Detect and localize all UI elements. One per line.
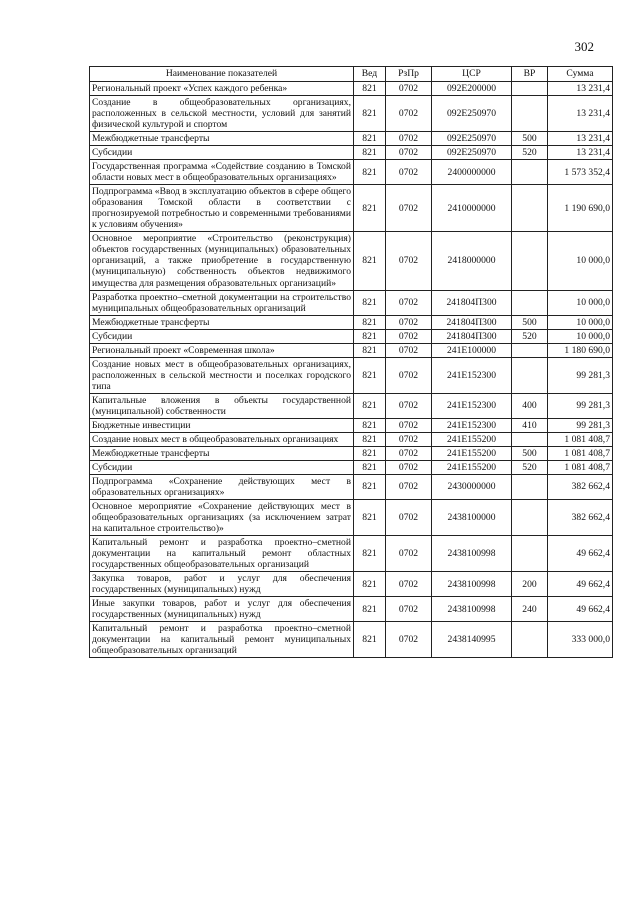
cell-csr: 2410000000 xyxy=(432,185,512,232)
cell-name: Субсидии xyxy=(90,329,354,343)
cell-ved: 821 xyxy=(354,343,386,357)
cell-csr: 2438100998 xyxy=(432,536,512,572)
cell-rzpr: 0702 xyxy=(386,536,432,572)
table-header-row xyxy=(90,67,613,82)
cell-name: Бюджетные инвестиции xyxy=(90,418,354,432)
cell-vr xyxy=(512,96,548,132)
cell-sum: 1 180 690,0 xyxy=(548,343,613,357)
cell-vr: 520 xyxy=(512,146,548,160)
cell-sum: 13 231,4 xyxy=(548,132,613,146)
cell-rzpr: 0702 xyxy=(386,460,432,474)
cell-csr: 241804П300 xyxy=(432,329,512,343)
cell-vr xyxy=(512,82,548,96)
cell-ved: 821 xyxy=(354,597,386,622)
cell-csr: 2438140995 xyxy=(432,622,512,658)
cell-vr xyxy=(512,343,548,357)
table-row xyxy=(90,315,613,329)
cell-name: Капитальный ремонт и разработка проектно–сметной документации на капитальный ремонт областных государственных общеобразовательных организаций xyxy=(90,536,354,572)
cell-ved: 821 xyxy=(354,132,386,146)
cell-rzpr: 0702 xyxy=(386,418,432,432)
cell-sum: 10 000,0 xyxy=(548,329,613,343)
column-header-rzpr: РзПр xyxy=(386,67,432,82)
table-row xyxy=(90,418,613,432)
cell-sum: 382 662,4 xyxy=(548,500,613,536)
cell-vr: 410 xyxy=(512,418,548,432)
cell-vr xyxy=(512,357,548,393)
cell-ved: 821 xyxy=(354,160,386,185)
table-row xyxy=(90,500,613,536)
cell-ved: 821 xyxy=(354,329,386,343)
cell-rzpr: 0702 xyxy=(386,432,432,446)
cell-csr: 241E155200 xyxy=(432,460,512,474)
cell-vr: 400 xyxy=(512,393,548,418)
cell-vr xyxy=(512,290,548,315)
cell-csr: 241E100000 xyxy=(432,343,512,357)
column-header-csr: ЦСР xyxy=(432,67,512,82)
table-body xyxy=(90,82,613,658)
cell-vr: 500 xyxy=(512,446,548,460)
cell-vr xyxy=(512,432,548,446)
table-row xyxy=(90,82,613,96)
cell-ved: 821 xyxy=(354,622,386,658)
cell-vr: 520 xyxy=(512,329,548,343)
cell-rzpr: 0702 xyxy=(386,315,432,329)
cell-name: Разработка проектно–сметной документации на строительство муниципальных общеобразовательных организаций xyxy=(90,290,354,315)
table-row xyxy=(90,343,613,357)
cell-vr xyxy=(512,160,548,185)
cell-csr: 092E200000 xyxy=(432,82,512,96)
cell-csr: 2400000000 xyxy=(432,160,512,185)
cell-name: Создание новых мест в общеобразовательных организациях xyxy=(90,432,354,446)
table-row xyxy=(90,357,613,393)
cell-rzpr: 0702 xyxy=(386,185,432,232)
cell-vr: 200 xyxy=(512,572,548,597)
cell-ved: 821 xyxy=(354,446,386,460)
cell-name: Капитальные вложения в объекты государственной (муниципальной) собственности xyxy=(90,393,354,418)
column-header-vr: ВР xyxy=(512,67,548,82)
cell-rzpr: 0702 xyxy=(386,572,432,597)
cell-sum: 10 000,0 xyxy=(548,315,613,329)
cell-ved: 821 xyxy=(354,418,386,432)
cell-name: Региональный проект «Современная школа» xyxy=(90,343,354,357)
table-row xyxy=(90,146,613,160)
cell-ved: 821 xyxy=(354,315,386,329)
cell-sum: 13 231,4 xyxy=(548,82,613,96)
cell-ved: 821 xyxy=(354,290,386,315)
cell-vr xyxy=(512,474,548,499)
cell-csr: 092E250970 xyxy=(432,132,512,146)
cell-ved: 821 xyxy=(354,232,386,290)
cell-csr: 241E152300 xyxy=(432,357,512,393)
cell-name: Межбюджетные трансферты xyxy=(90,446,354,460)
cell-vr xyxy=(512,185,548,232)
cell-rzpr: 0702 xyxy=(386,446,432,460)
cell-rzpr: 0702 xyxy=(386,500,432,536)
cell-rzpr: 0702 xyxy=(386,132,432,146)
cell-ved: 821 xyxy=(354,185,386,232)
table-row xyxy=(90,132,613,146)
cell-ved: 821 xyxy=(354,500,386,536)
cell-csr: 241804П300 xyxy=(432,290,512,315)
table-row xyxy=(90,393,613,418)
cell-ved: 821 xyxy=(354,536,386,572)
cell-name: Подпрограмма «Ввод в эксплуатацию объектов в сфере общего образования Томской области в соответствии с прогнозируемой потребностью и современными требованиями к условиям обучения» xyxy=(90,185,354,232)
cell-vr: 520 xyxy=(512,460,548,474)
cell-ved: 821 xyxy=(354,357,386,393)
cell-vr xyxy=(512,500,548,536)
table-row xyxy=(90,290,613,315)
cell-name: Подпрограмма «Сохранение действующих мест в образовательных организациях» xyxy=(90,474,354,499)
page-number: 302 xyxy=(574,39,594,54)
table-row xyxy=(90,474,613,499)
cell-ved: 821 xyxy=(354,460,386,474)
column-header-sum: Сумма xyxy=(548,67,613,82)
cell-ved: 821 xyxy=(354,393,386,418)
cell-rzpr: 0702 xyxy=(386,597,432,622)
cell-vr xyxy=(512,622,548,658)
table-row xyxy=(90,446,613,460)
cell-sum: 13 231,4 xyxy=(548,146,613,160)
cell-vr xyxy=(512,232,548,290)
cell-name: Иные закупки товаров, работ и услуг для обеспечения государственных (муниципальных) нужд xyxy=(90,597,354,622)
cell-vr: 240 xyxy=(512,597,548,622)
cell-name: Закупка товаров, работ и услуг для обеспечения государственных (муниципальных) нужд xyxy=(90,572,354,597)
cell-csr: 2438100998 xyxy=(432,597,512,622)
cell-sum: 49 662,4 xyxy=(548,572,613,597)
cell-name: Основное мероприятие «Строительство (реконструкция) объектов государственных (муниципальных) образовательных организаций, а также приобретение в государственную (муниципальную) собственность объектов недвижимого имущества для размещения образовательных организаций» xyxy=(90,232,354,290)
cell-name: Капитальный ремонт и разработка проектно–сметной документации на капитальный ремонт муниципальных общеобразовательных организаций xyxy=(90,622,354,658)
cell-sum: 10 000,0 xyxy=(548,290,613,315)
cell-name: Региональный проект «Успех каждого ребенка» xyxy=(90,82,354,96)
cell-sum: 99 281,3 xyxy=(548,418,613,432)
cell-csr: 241E155200 xyxy=(432,446,512,460)
table-row xyxy=(90,96,613,132)
cell-ved: 821 xyxy=(354,432,386,446)
cell-vr: 500 xyxy=(512,315,548,329)
table-row xyxy=(90,329,613,343)
table-row xyxy=(90,460,613,474)
cell-rzpr: 0702 xyxy=(386,96,432,132)
table-row xyxy=(90,232,613,290)
cell-csr: 092E250970 xyxy=(432,146,512,160)
cell-csr: 2418000000 xyxy=(432,232,512,290)
table-row xyxy=(90,185,613,232)
cell-name: Субсидии xyxy=(90,460,354,474)
cell-sum: 333 000,0 xyxy=(548,622,613,658)
cell-name: Создание в общеобразовательных организациях, расположенных в сельской местности, условий для занятий физической культурой и спортом xyxy=(90,96,354,132)
cell-sum: 99 281,3 xyxy=(548,393,613,418)
cell-name: Государственная программа «Содействие созданию в Томской области новых мест в общеобразовательных организациях» xyxy=(90,160,354,185)
cell-csr: 241E152300 xyxy=(432,418,512,432)
cell-name: Создание новых мест в общеобразовательных организациях, расположенных в сельской местности и поселках городского типа xyxy=(90,357,354,393)
cell-ved: 821 xyxy=(354,82,386,96)
cell-rzpr: 0702 xyxy=(386,82,432,96)
cell-csr: 241E152300 xyxy=(432,393,512,418)
cell-csr: 241804П300 xyxy=(432,315,512,329)
cell-csr: 092E250970 xyxy=(432,96,512,132)
table-row xyxy=(90,597,613,622)
cell-sum: 1 081 408,7 xyxy=(548,432,613,446)
cell-rzpr: 0702 xyxy=(386,329,432,343)
cell-rzpr: 0702 xyxy=(386,622,432,658)
cell-rzpr: 0702 xyxy=(386,393,432,418)
cell-name: Субсидии xyxy=(90,146,354,160)
column-header-ved: Вед xyxy=(354,67,386,82)
cell-name: Основное мероприятие «Сохранение действующих мест в общеобразовательных организациях (за исключением затрат на капитальное строительство)» xyxy=(90,500,354,536)
table-row xyxy=(90,432,613,446)
cell-ved: 821 xyxy=(354,146,386,160)
table-row xyxy=(90,536,613,572)
cell-csr: 2438100998 xyxy=(432,572,512,597)
cell-name: Межбюджетные трансферты xyxy=(90,315,354,329)
cell-sum: 382 662,4 xyxy=(548,474,613,499)
cell-ved: 821 xyxy=(354,572,386,597)
table-row xyxy=(90,572,613,597)
cell-vr: 500 xyxy=(512,132,548,146)
cell-sum: 1 190 690,0 xyxy=(548,185,613,232)
cell-ved: 821 xyxy=(354,96,386,132)
cell-rzpr: 0702 xyxy=(386,160,432,185)
cell-rzpr: 0702 xyxy=(386,232,432,290)
cell-rzpr: 0702 xyxy=(386,343,432,357)
cell-sum: 10 000,0 xyxy=(548,232,613,290)
column-header-name: Наименование показателей xyxy=(90,67,354,82)
cell-sum: 1 081 408,7 xyxy=(548,446,613,460)
cell-rzpr: 0702 xyxy=(386,290,432,315)
cell-sum: 1 573 352,4 xyxy=(548,160,613,185)
cell-csr: 2430000000 xyxy=(432,474,512,499)
cell-sum: 49 662,4 xyxy=(548,597,613,622)
cell-name: Межбюджетные трансферты xyxy=(90,132,354,146)
cell-sum: 99 281,3 xyxy=(548,357,613,393)
table-row xyxy=(90,160,613,185)
cell-rzpr: 0702 xyxy=(386,474,432,499)
table-row xyxy=(90,622,613,658)
cell-sum: 49 662,4 xyxy=(548,536,613,572)
cell-ved: 821 xyxy=(354,474,386,499)
cell-rzpr: 0702 xyxy=(386,357,432,393)
cell-rzpr: 0702 xyxy=(386,146,432,160)
cell-csr: 2438100000 xyxy=(432,500,512,536)
budget-table xyxy=(89,66,613,658)
cell-csr: 241E155200 xyxy=(432,432,512,446)
cell-sum: 13 231,4 xyxy=(548,96,613,132)
cell-vr xyxy=(512,536,548,572)
cell-sum: 1 081 408,7 xyxy=(548,460,613,474)
